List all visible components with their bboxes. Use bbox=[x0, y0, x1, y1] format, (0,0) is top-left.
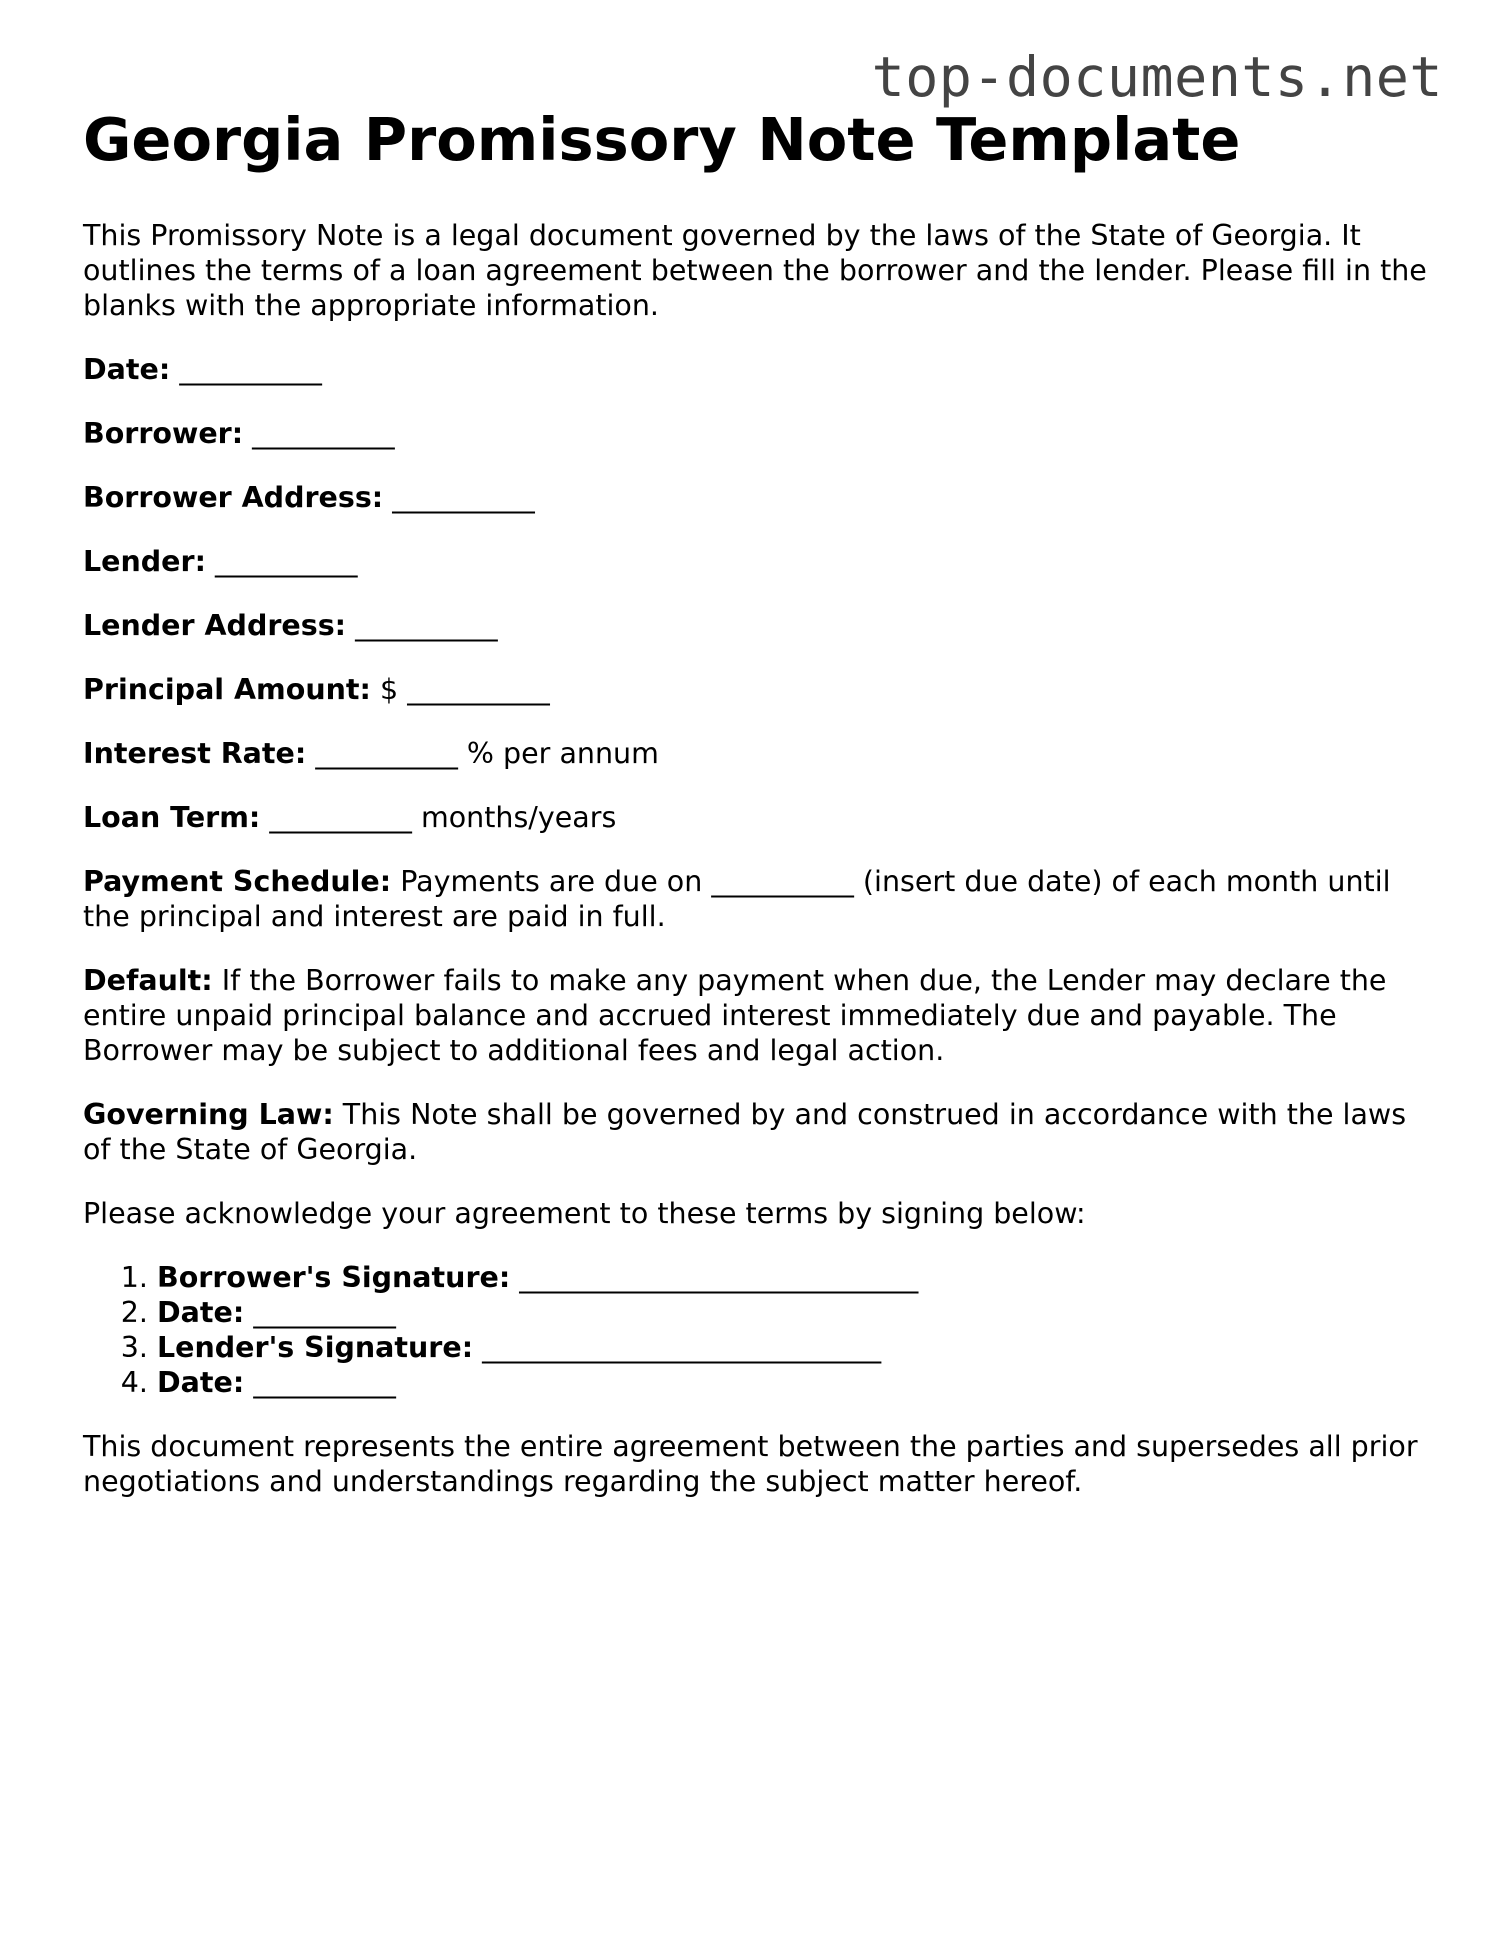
governing-law-paragraph bbox=[83, 1097, 1428, 1167]
loan-term-blank: __________ months/years bbox=[269, 801, 617, 834]
interest-rate-field bbox=[83, 736, 1428, 771]
borrower-address-field bbox=[83, 480, 1428, 515]
payment-schedule-label: Payment Schedule: bbox=[83, 865, 392, 898]
page-title: Georgia Promissory Note Template bbox=[83, 105, 1241, 174]
lender-blank: __________ bbox=[215, 545, 358, 578]
principal-amount-label: Principal Amount: bbox=[83, 673, 371, 706]
signature-list bbox=[83, 1260, 1428, 1400]
watermark: top-documents.net bbox=[871, 45, 1443, 109]
lender-signature-line: ____________________________ bbox=[482, 1331, 882, 1364]
acknowledge-paragraph: Please acknowledge your agreement to these terms by signing below: bbox=[83, 1197, 1086, 1230]
payment-schedule-text: Payments are due on __________ (insert due date) of each month until the principal and interest are paid in full. bbox=[83, 865, 1391, 933]
loan-term-label: Loan Term: bbox=[83, 801, 261, 834]
borrower-field bbox=[83, 416, 1428, 451]
interest-rate-label: Interest Rate: bbox=[83, 737, 307, 770]
signature-item-borrower bbox=[157, 1260, 1428, 1295]
lender-address-label: Lender Address: bbox=[83, 609, 347, 642]
lender-signature-label: Lender's Signature: bbox=[157, 1331, 474, 1364]
document-page bbox=[83, 104, 1428, 1499]
borrower-date-line: __________ bbox=[253, 1296, 396, 1329]
borrower-blank: __________ bbox=[252, 417, 395, 450]
lender-address-field bbox=[83, 608, 1428, 643]
date-field bbox=[83, 352, 1428, 387]
date-blank: __________ bbox=[179, 353, 322, 386]
interest-rate-blank: __________ % per annum bbox=[315, 737, 659, 770]
governing-law-text: This Note shall be governed by and construed in accordance with the laws of the State of Georgia. bbox=[83, 1098, 1407, 1166]
borrower-address-label: Borrower Address: bbox=[83, 481, 384, 514]
borrower-signature-label: Borrower's Signature: bbox=[157, 1261, 511, 1294]
intro-paragraph: This Promissory Note is a legal document governed by the laws of the State of Georgia. It outlines the terms of a loan agreement between the borrower and the lender. Please fill in the blanks with the appropriate information. bbox=[83, 219, 1427, 322]
closing-paragraph: This document represents the entire agreement between the parties and supersedes all prior negotiations and understandings regarding the subject matter hereof. bbox=[83, 1430, 1418, 1498]
lender-date-label: Date: bbox=[157, 1366, 245, 1399]
principal-amount-blank: $ __________ bbox=[380, 673, 550, 706]
principal-amount-field bbox=[83, 672, 1428, 707]
borrower-signature-line: ____________________________ bbox=[519, 1261, 919, 1294]
signature-item-borrower-date bbox=[157, 1295, 1428, 1330]
signature-item-lender-date bbox=[157, 1365, 1428, 1400]
default-label: Default: bbox=[83, 964, 213, 997]
payment-schedule-paragraph bbox=[83, 864, 1428, 934]
date-label: Date: bbox=[83, 353, 171, 386]
default-paragraph bbox=[83, 963, 1428, 1068]
borrower-date-label: Date: bbox=[157, 1296, 245, 1329]
default-text: If the Borrower fails to make any payment when due, the Lender may declare the entire unpaid principal balance and accrued interest immediately due and payable. The Borrower may be subject to additional fees and legal action. bbox=[83, 964, 1387, 1067]
lender-address-blank: __________ bbox=[355, 609, 498, 642]
governing-law-label: Governing Law: bbox=[83, 1098, 334, 1131]
lender-date-line: __________ bbox=[253, 1366, 396, 1399]
lender-field bbox=[83, 544, 1428, 579]
lender-label: Lender: bbox=[83, 545, 206, 578]
loan-term-field bbox=[83, 800, 1428, 835]
signature-item-lender bbox=[157, 1330, 1428, 1365]
borrower-label: Borrower: bbox=[83, 417, 244, 450]
borrower-address-blank: __________ bbox=[392, 481, 535, 514]
